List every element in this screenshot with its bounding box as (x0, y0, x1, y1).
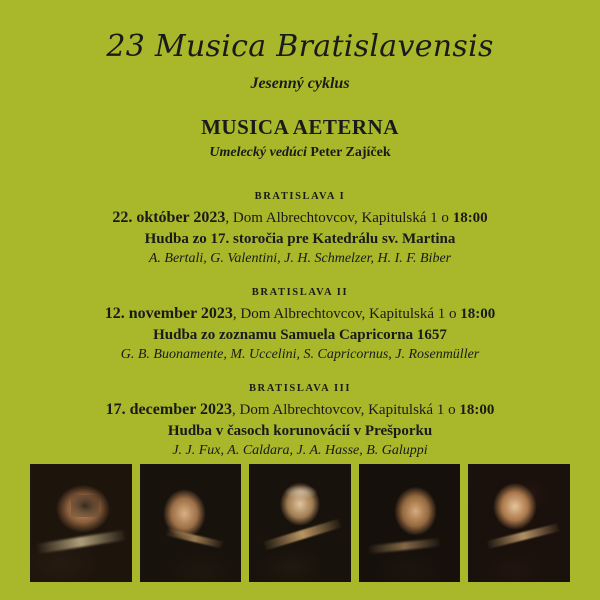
concert-heading: BRATISLAVA II (251, 287, 349, 298)
musician-photo-3 (249, 464, 351, 582)
ensemble-leader (30, 145, 570, 161)
photo-shadow-1 (71, 495, 99, 517)
musician-photo-strip (30, 464, 570, 582)
photo-image-2 (140, 464, 242, 582)
poster-title: 23 Musica Bratislavensis (106, 29, 494, 64)
musician-photo-2 (140, 464, 242, 582)
leader-name: Peter Zajíček (310, 145, 391, 160)
concert-program: Hudba v časoch korunovácií v Prešporku (167, 423, 433, 439)
ensemble-name: MUSICA AETERNA (201, 115, 399, 139)
concert-date-venue (30, 209, 570, 227)
concert-venue: , Dom Albrechtovcov, Kapitulská 1 o (225, 210, 453, 226)
concert-date: 12. november 2023 (104, 305, 233, 322)
musician-photo-4 (359, 464, 461, 582)
musician-photo-1 (30, 464, 132, 582)
concert-venue: , Dom Albrechtovcov, Kapitulská 1 o (232, 306, 461, 322)
concert-date-venue (30, 305, 570, 323)
concert-list (30, 191, 570, 459)
concert-date: 17. december 2023 (105, 401, 232, 418)
concert-time: 18:00 (459, 402, 495, 418)
concert-composers: J. J. Fux, A. Caldara, J. A. Hasse, B. Galuppi (172, 443, 428, 458)
concert-date: 22. október 2023 (112, 209, 226, 226)
leader-role-label: Umelecký vedúci (209, 145, 307, 160)
concert-program: Hudba zo 17. storočia pre Katedrálu sv. Martina (144, 231, 456, 247)
musician-photo-5 (468, 464, 570, 582)
concert-item (30, 287, 570, 363)
concert-item (30, 191, 570, 267)
concert-heading: BRATISLAVA I (254, 191, 346, 202)
concert-venue: , Dom Albrechtovcov, Kapitulská 1 o (232, 402, 460, 418)
concert-date-venue (30, 401, 570, 419)
photo-image-4 (359, 464, 461, 582)
concert-time: 18:00 (452, 210, 488, 226)
poster-subtitle: Jesenný cyklus (250, 75, 350, 92)
concert-composers: G. B. Buonamente, M. Uccelini, S. Capricornus, J. Rosenmüller (120, 347, 480, 362)
photo-image-1 (30, 464, 132, 582)
concert-heading: BRATISLAVA III (248, 383, 352, 394)
concert-program: Hudba zo zoznamu Samuela Capricorna 1657 (153, 327, 447, 343)
concert-composers: A. Bertali, G. Valentini, J. H. Schmelzer, H. I. F. Biber (148, 251, 452, 266)
photo-hair-highlight-3 (284, 485, 318, 499)
concert-item (30, 383, 570, 459)
concert-time: 18:00 (460, 306, 496, 322)
